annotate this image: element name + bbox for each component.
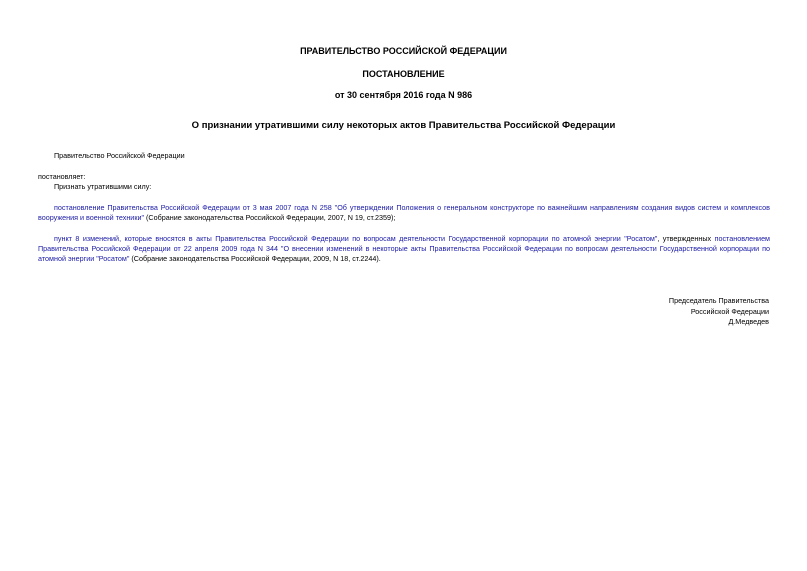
item-2-link-2[interactable]: постановлением Правительства Российской Федерации от 22 апреля 2009 года N 344 "О внесении изменений в некоторые акты Правительства Российской Федерации по вопросам деятельности Государственной корпорации по атомной энергии "Росатом": [38, 234, 771, 263]
item-1-link[interactable]: постановление Правительства Российской Федерации от 3 мая 2007 года N 258 "Об утверждении Положения о генеральном конструкторе по важнейшим направлениям создания видов систем и комплексов вооружения и военной техники": [38, 203, 770, 222]
item-2-paragraph: [38, 234, 770, 264]
item-2-link-1[interactable]: пункт 8 изменений, которые вносятся в акты Правительства Российской Федерации по вопросам деятельности Государственной корпорации по атомной энергии "Росатом": [54, 234, 658, 243]
item-2-middle: , утвержденных: [657, 234, 715, 243]
document-type-heading: ПОСТАНОВЛЕНИЕ: [362, 69, 445, 79]
item-2-source: (Собрание законодательства Российской Федерации, 2009, N 18, ст.2244).: [129, 254, 381, 263]
intro-text: Правительство Российской Федерации: [54, 151, 185, 160]
signature-name: Д.Медведев: [728, 317, 769, 326]
decides-text: постановляет:: [38, 172, 86, 181]
document-title: О признании утратившими силу некоторых актов Правительства Российской Федерации: [191, 120, 616, 131]
signature-block: [669, 296, 769, 328]
declare-text: Признать утратившими силу:: [54, 182, 152, 191]
signature-organization: Российской Федерации: [690, 306, 769, 316]
government-heading: ПРАВИТЕЛЬСТВО РОССИЙСКОЙ ФЕДЕРАЦИИ: [300, 46, 507, 56]
item-1-paragraph: [38, 203, 770, 223]
signature-position: Председатель Правительства: [668, 296, 769, 305]
document-date-number: от 30 сентября 2016 года N 986: [334, 90, 473, 100]
item-1-source: (Собрание законодательства Российской Федерации, 2007, N 19, ст.2359);: [144, 213, 396, 222]
